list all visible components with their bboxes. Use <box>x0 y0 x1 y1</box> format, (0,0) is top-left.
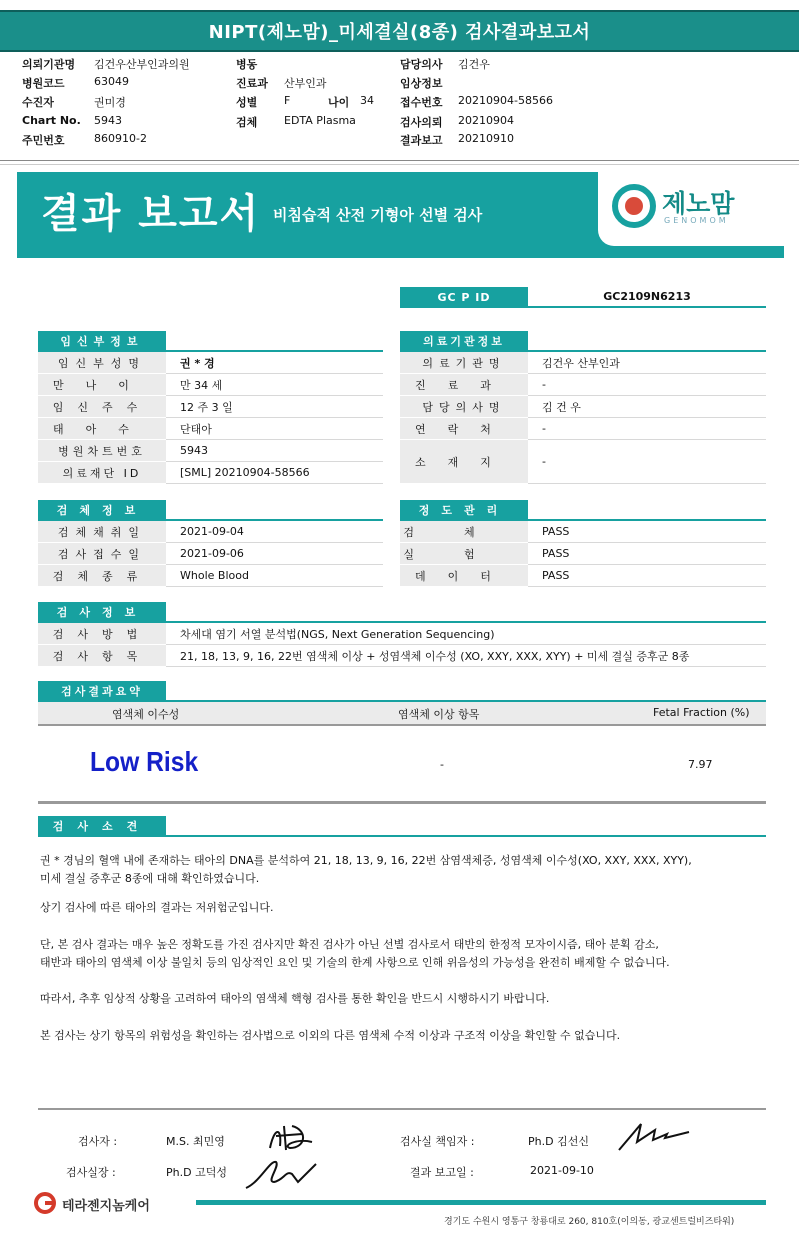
summary-abnormal: - <box>440 758 444 771</box>
header-label: 병원코드 <box>22 77 65 90</box>
tester-label: 검사자 : <box>78 1135 118 1148</box>
field-label: 검체종류 <box>38 565 166 587</box>
genomom-mark-icon <box>612 184 656 228</box>
field-value: PASS <box>528 565 766 587</box>
field-value: 만 34 세 <box>166 374 383 396</box>
header-label: 수진자 <box>22 96 54 109</box>
field-value: 단태아 <box>166 418 383 440</box>
field-label: 검사접수일 <box>38 543 166 565</box>
header-value: 20210904-58566 <box>458 94 553 107</box>
header-label: 임상정보 <box>400 77 443 90</box>
section-title-pregnant: 임신부정보 <box>38 331 166 351</box>
field-label: 연락처 <box>400 418 528 440</box>
summary-fetal-fraction: 7.97 <box>688 758 713 771</box>
section-title-specimen: 검체정보 <box>38 500 166 520</box>
field-label: 데이터 <box>400 565 528 587</box>
field-value: 차세대 염기 서열 분석법(NGS, Next Generation Sequencing) <box>166 623 766 645</box>
lead-signature <box>615 1116 695 1156</box>
banner-title: 결과 보고서 <box>41 191 261 237</box>
field-value: 2021-09-04 <box>166 521 383 543</box>
signature-block <box>0 1110 799 1190</box>
header-value: 김건우 <box>458 58 490 71</box>
field-value: PASS <box>528 543 766 565</box>
header-value: 5943 <box>94 114 122 127</box>
findings-paragraph: 따라서, 추후 임상적 상황을 고려하여 태아의 염색체 핵형 검사를 통한 확인을 반드시 시행하시기 바랍니다. <box>40 992 550 1005</box>
header-label: 성별 <box>236 96 258 109</box>
field-label: 태아수 <box>38 418 166 440</box>
header-label: 검체 <box>236 116 258 129</box>
field-label: 검사항목 <box>38 645 166 667</box>
field-label: 진료과 <box>400 374 528 396</box>
company-logo <box>34 1192 194 1214</box>
divider <box>196 1200 766 1205</box>
field-value: - <box>528 418 766 440</box>
summary-col-header: 염색체 이수성 <box>112 708 180 721</box>
field-value: - <box>528 374 766 396</box>
summary-result: Low Risk <box>90 746 199 777</box>
field-value: 김건우 산부인과 <box>528 352 766 374</box>
section-title-test: 검사정보 <box>38 602 166 622</box>
gcpid-value: GC2109N6213 <box>528 287 766 308</box>
header-label: 주민번호 <box>22 134 65 147</box>
header-value: 김건우산부인과의원 <box>94 58 190 71</box>
gcpid-label: GC P ID <box>400 287 528 308</box>
findings-paragraph: 권 * 경님의 혈액 내에 존재하는 태아의 DNA를 분석하여 21, 18, 13, 9, 16, 22번 삼염색체증, 성염색체 이수성(XO, XXY, XXX, XYY), <box>40 854 692 867</box>
header-value: F <box>284 94 291 107</box>
age-label: 나이 <box>328 96 350 109</box>
header-value: 20210904 <box>458 114 514 127</box>
field-label: 검사방법 <box>38 623 166 645</box>
summary-col-header: 염색체 이상 항목 <box>398 708 480 721</box>
header-label: 의뢰기관명 <box>22 58 76 71</box>
header-value: 20210910 <box>458 132 514 145</box>
header-label: 결과보고 <box>400 134 443 147</box>
head-label: 검사실장 : <box>66 1166 116 1179</box>
field-label: 실험 <box>400 543 528 565</box>
summary-col-header: Fetal Fraction (%) <box>653 706 750 719</box>
divider <box>0 160 799 161</box>
company-address: 경기도 수원시 영통구 창룡대로 260, 810호(이의동, 광교센트럴비즈타워) <box>444 1217 735 1227</box>
field-value: Whole Blood <box>166 565 383 587</box>
field-value: [SML] 20210904-58566 <box>166 462 383 484</box>
report-date: 2021-09-10 <box>530 1164 594 1177</box>
lead-name: Ph.D 김선신 <box>528 1135 589 1148</box>
divider <box>38 835 766 837</box>
header-label: Chart No. <box>22 114 81 127</box>
section-title-institution: 의료기관정보 <box>400 331 528 351</box>
header-label: 접수번호 <box>400 96 443 109</box>
company-name: 테라젠지놈케어 <box>62 1199 150 1214</box>
header-value: EDTA Plasma <box>284 114 356 127</box>
findings-paragraph: 태반과 태아의 염색체 이상 불일치 등의 임상적인 요인 및 기술의 한계 사항으로 인해 위음성의 가능성을 완전히 배제할 수 없습니다. <box>40 956 670 969</box>
divider <box>38 801 766 804</box>
header-info <box>22 56 792 156</box>
field-value: - <box>528 440 766 484</box>
genomom-logo <box>598 172 784 246</box>
header-label: 담당의사 <box>400 58 443 71</box>
field-label: 의료기관명 <box>400 352 528 374</box>
section-title-summary: 검사결과요약 <box>38 681 166 701</box>
findings-paragraph: 미세 결실 증후군 8종에 대해 확인하였습니다. <box>40 872 260 885</box>
head-signature <box>240 1152 320 1192</box>
section-title-findings: 검사소견 <box>38 816 166 836</box>
document-title: NIPT(제노맘)_미세결실(8종) 검사결과보고서 <box>0 10 799 52</box>
tester-name: M.S. 최민영 <box>166 1135 225 1148</box>
field-value: 5943 <box>166 440 383 462</box>
field-label: 담당의사명 <box>400 396 528 418</box>
section-title-qc: 정도관리 <box>400 500 528 520</box>
header-label: 병동 <box>236 58 258 71</box>
findings-paragraph: 단, 본 검사 결과는 매우 높은 정확도를 가진 검사지만 확진 검사가 아닌 선별 검사로서 태반의 한정적 모자이시즘, 태아 분획 감소, <box>40 938 659 951</box>
field-label: 의료재단 ID <box>38 462 166 484</box>
field-value: 김 건 우 <box>528 396 766 418</box>
field-label: 소재지 <box>400 440 528 484</box>
header-value: 권미경 <box>94 96 126 109</box>
banner-subtitle: 비침습적 산전 기형아 선별 검사 <box>273 206 483 224</box>
findings-paragraph: 상기 검사에 따른 태아의 결과는 저위험군입니다. <box>40 901 274 914</box>
report-date-label: 결과 보고일 : <box>410 1166 474 1179</box>
findings-paragraph: 본 검사는 상기 항목의 위험성을 확인하는 검사법으로 이외의 다른 염색체 수적 이상과 구조적 이상을 확인할 수 없습니다. <box>40 1029 621 1042</box>
logo-name: 제노맘 <box>662 189 735 218</box>
field-label: 임신부성명 <box>38 352 166 374</box>
field-value: 12 주 3 일 <box>166 396 383 418</box>
field-label: 만나이 <box>38 374 166 396</box>
head-name: Ph.D 고덕성 <box>166 1166 227 1179</box>
header-label: 검사의뢰 <box>400 116 443 129</box>
field-value: PASS <box>528 521 766 543</box>
age-value: 34 <box>360 94 374 107</box>
report-banner <box>17 172 784 258</box>
summary-header-row <box>38 702 766 726</box>
header-value: 63049 <box>94 75 129 88</box>
header-value: 산부인과 <box>284 77 327 90</box>
field-value: 2021-09-06 <box>166 543 383 565</box>
header-label: 진료과 <box>236 77 268 90</box>
field-label: 검체 <box>400 521 528 543</box>
header-value: 860910-2 <box>94 132 147 145</box>
lead-label: 검사실 책임자 : <box>400 1135 475 1148</box>
divider <box>0 164 799 165</box>
terragen-logo-icon <box>34 1192 56 1214</box>
field-label: 검체채취일 <box>38 521 166 543</box>
field-label: 병원차트번호 <box>38 440 166 462</box>
logo-eng: GENOMOM <box>664 216 729 225</box>
field-label: 임신주수 <box>38 396 166 418</box>
field-value: 권 * 경 <box>166 352 383 374</box>
field-value: 21, 18, 13, 9, 16, 22번 염색체 이상 + 성염색체 이수성 (XO, XXY, XXX, XYY) + 미세 결실 증후군 8종 <box>166 645 766 667</box>
